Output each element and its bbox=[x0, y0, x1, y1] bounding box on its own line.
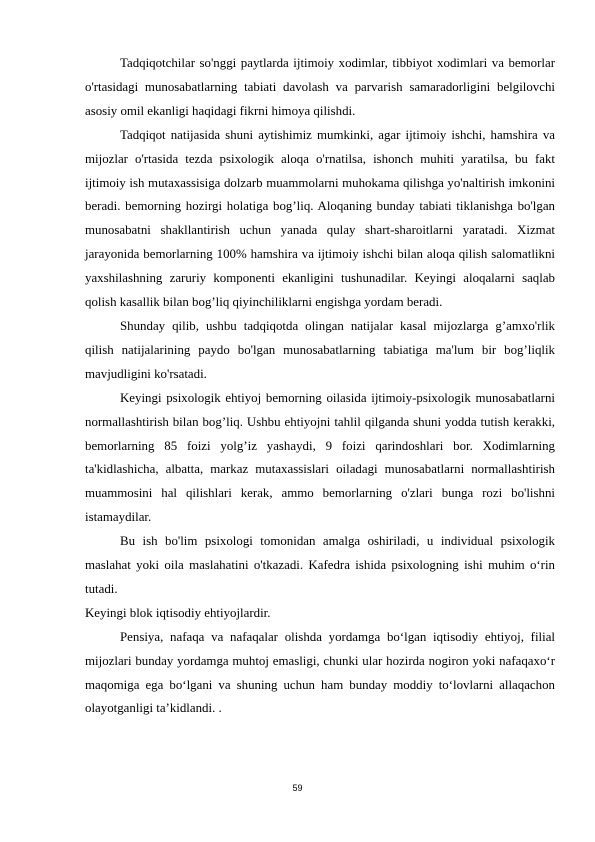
document-body bbox=[85, 52, 555, 721]
paragraph-1: Tadqiqotchilar so'nggi paytlarda ijtimoiy xodimlar, tibbiyot xodimlari va bemorlar o'rtasidagi munosabatlarning tabiati davolash va parvarish samaradorligini belgilovchi asosiy omil ekanligi haqidagi fikrni himoya qilishdi. bbox=[85, 56, 555, 118]
paragraph-5: Bu ish bo'lim psixologi tomonidan amalga oshiriladi, u individual psixologik maslahat yoki oila maslahatini o'tkazadi. Kafedra ishida psixologning ishi muhim o‘rin tutadi. bbox=[85, 534, 555, 596]
paragraph-6: Keyingi blok iqtisodiy ehtiyojlardir. bbox=[85, 605, 271, 620]
paragraph-2: Tadqiqot natijasida shuni aytishimiz mumkinki, agar ijtimoiy ishchi, hamshira va mijozlar o'rtasida tezda psixologik aloqa o'rnatilsa, ishonch muhiti yaratilsa, bu fakt ijtimoiy ish mutaxassisiga dolzarb muammolarni muhokama qilishga yo'naltirish imkonini beradi. bemorning hozirgi holatiga bog’liq. Aloqaning bunday tabiati tiklanishga bo'lgan munosabatni shakllantirish uchun yanada qulay shart-sharoitlarni yaratadi. Xizmat jarayonida bemorlarning 100% hamshira va ijtimoiy ishchi bilan aloqa qilish salomatlikni yaxshilashning zaruriy komponenti ekanligini tushunadilar. Keyingi aloqalarni saqlab qolish kasallik bilan bog’liq qiyinchiliklarni engishga yordam beradi. bbox=[85, 127, 555, 310]
paragraph-3: Shunday qilib, ushbu tadqiqotda olingan natijalar kasal mijozlarga g’amxo'rlik qilish natijalarining paydo bo'lgan munosabatlarning tabiatiga ma'lum bir bog’liqlik mavjudligini ko'rsatadi. bbox=[85, 318, 555, 381]
page-number: 59 bbox=[292, 783, 303, 793]
paragraph-7: Pensiya, nafaqa va nafaqalar olishda yordamga bo‘lgan iqtisodiy ehtiyoj, filial mijozlari bunday yordamga muhtoj emasligi, chunki ular hozirda nogiron yoki nafaqaxo‘r maqomiga ega bo‘lgani va shuning uchun ham bunday moddiy to‘lovlarni allaqachon olayotganligi ta’kidlandi. . bbox=[85, 629, 555, 716]
paragraph-4: Keyingi psixologik ehtiyoj bemorning oilasida ijtimoiy-psixologik munosabatlarni normallashtirish bilan bog’liq. Ushbu ehtiyojni tahlil qilganda shuni yodda tutish kerakki, bemorlarning 85 foizi yolg’iz yashaydi, 9 foizi qarindoshlari bor. Xodimlarning ta'kidlashicha, albatta, markaz mutaxassislari oiladagi munosabatlarni normallashtirish muammosini hal qilishlari kerak, ammo bemorlarning o'zlari bunga rozi bo'lishni istamaydilar. bbox=[85, 390, 555, 525]
